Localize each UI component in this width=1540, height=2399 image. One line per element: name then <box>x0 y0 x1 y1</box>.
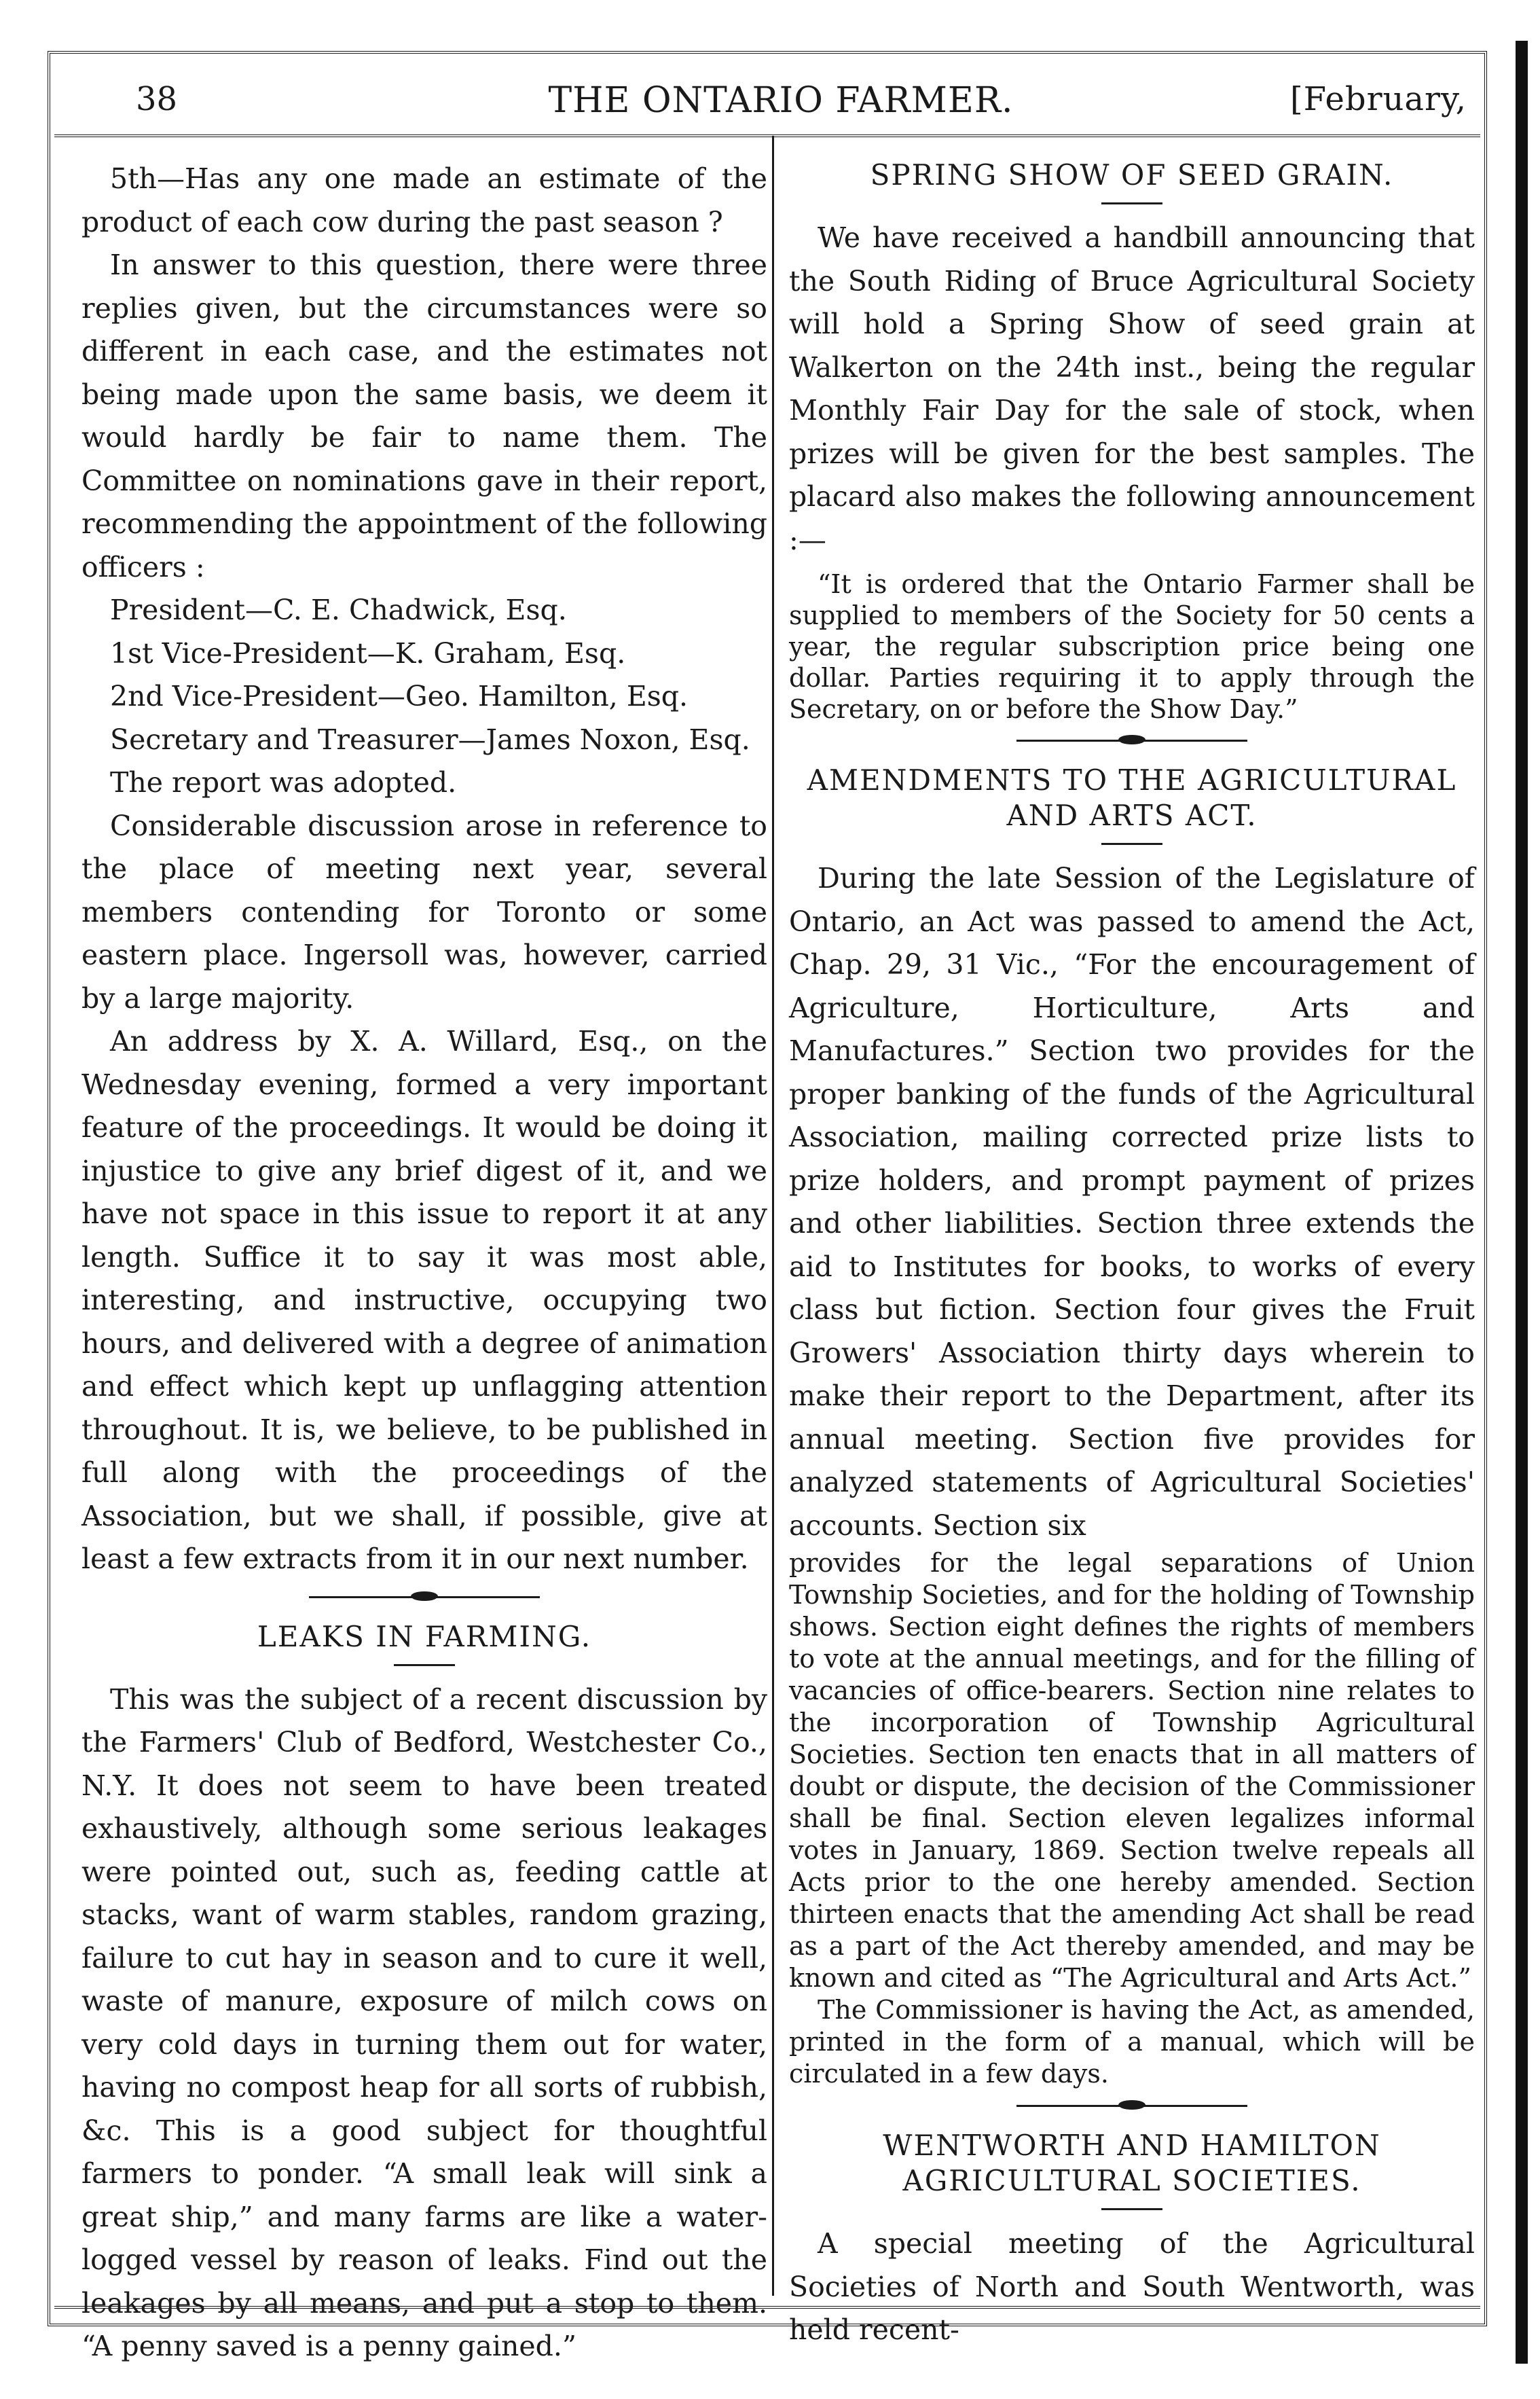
section-heading: SPRING SHOW OF SEED GRAIN. <box>870 158 1394 192</box>
officer-line: President—C. E. Chadwick, Esq. <box>110 594 567 626</box>
column-divider <box>772 136 774 2296</box>
section-heading: LEAKS IN FARMING. <box>257 1619 592 1653</box>
paragraph: provides for the legal separations of Union Township Societies, and for the holding of Township shows. Section eight defines the rights of members to vote at the annual meetings, and for the filling of vacancies of office-bearers. Section nine relates to the incorporation of Township Agricultural Societies. Section ten enacts that in all matters of doubt or dispute, the decision of the Commissioner shall be final. Section eleven legalizes informal votes in January, 1869. Section twelve repeals all Acts prior to the one hereby amended. Section thirteen enacts that the amending Act shall be read as a part of the Act thereby amended, and may be known and cited as “The Agricultural and Arts Act.” <box>789 1548 1475 1993</box>
heading-underline <box>1101 2208 1162 2210</box>
section-separator <box>1016 2094 1247 2117</box>
heading-underline <box>1101 202 1162 204</box>
paragraph: A special meeting of the Agricultural Societies of North and South Wentworth, was held recent- <box>789 2227 1475 2346</box>
paragraph: During the late Session of the Legislature of Ontario, an Act was passed to amend the Act, Chap. 29, 31 Vic., “For the encouragement of Agriculture, Horticulture, Arts and Manufactures.” Section two provides for the proper banking of the funds of the Agricultural Association, mailing corrected prize lists to prize holders, and prompt payment of prizes and other liabilities. Section three extends the aid to Institutes for books, to works of every class but fiction. Section four gives the Fruit Growers' Association thirty days wherein to make their report to the Department, after its annual meeting. Section five provides for analyzed statements of Agricultural Societies' accounts. Section six <box>789 862 1475 1542</box>
heading-underline <box>394 1664 455 1666</box>
paragraph: The Commissioner is having the Act, as amended, printed in the form of a manual, which will be circulated in a few days. <box>789 1995 1475 2089</box>
issue-month: [February, <box>1290 80 1467 118</box>
officer-line: The report was adopted. <box>110 766 457 799</box>
page-number: 38 <box>136 80 178 118</box>
paragraph: In answer to this question, there were three replies given, but the circumstances were so different in each case, and the estimates not being made upon the same basis, we deem it would hardly be fair to name them. The Committee on nominations gave in their report, recommending the appointment of the following officers : <box>81 249 767 583</box>
paragraph: We have received a handbill announcing that the South Riding of Bruce Agricultural Society will hold a Spring Show of seed grain at Walkerton on the 24th inst., being the regular Monthly Fair Day for the sale of stock, when prizes will be given for the best samples. The placard also makes the following announcement :— <box>789 221 1475 556</box>
section-heading: WENTWORTH AND HAMILTON AGRICULTURAL SOCIETIES. <box>883 2129 1381 2197</box>
officer-line: 2nd Vice-President—Geo. Hamilton, Esq. <box>110 680 689 713</box>
page-header <box>81 80 1480 134</box>
section-separator <box>1016 729 1247 752</box>
page-edge-bar <box>1516 41 1528 2364</box>
footer-rule <box>54 2306 1480 2309</box>
paragraph: An address by X. A. Willard, Esq., on the Wednesday evening, formed a very important feature of the proceedings. It would be doing it injustice to give any brief digest of it, and we have not space in this issue to report it at any length. Suffice it to say it was most able, interesting, and instructive, occupying two hours, and delivered with a degree of animation and effect which kept up unflagging attention throughout. It is, we believe, to be published in full along with the proceedings of the Association, but we shall, if possible, give at least a few extracts from it in our next number. <box>81 1025 767 1575</box>
quote-block: “It is ordered that the Ontario Farmer shall be supplied to members of the Society for 50 cents a year, the regular subscription price being one dollar. Parties requiring it to apply through the Secretary, on or before the Show Day.” <box>789 569 1475 724</box>
paragraph: This was the subject of a recent discussion by the Farmers' Club of Bedford, Westchester Co., N.Y. It does not seem to have been treated exhaustively, although some serious leakages were pointed out, such as, feeding cattle at stacks, want of warm stables, random grazing, failure to cut hay in season and to cure it well, waste of manure, exposure of milch cows on very cold days in turning them out for water, having no compost heap for all sorts of rubbish, &c. This is a good subject for thoughtful farmers to ponder. “A small leak will sink a great ship,” and many farms are like a water-logged vessel by reason of leaks. Find out the leakages by all means, and put a stop to them. “A penny saved is a penny gained.” <box>81 1682 767 2362</box>
heading-underline <box>1101 843 1162 845</box>
right-column <box>789 158 1475 2352</box>
left-column <box>81 158 767 2368</box>
paragraph: Considerable discussion arose in reference to the place of meeting next year, several members contending for Toronto or some eastern place. Ingersoll was, however, carried by a large majority. <box>81 809 767 1015</box>
officer-line: Secretary and Treasurer—James Noxon, Esq. <box>110 723 750 756</box>
section-heading: AMENDMENTS TO THE AGRICULTURAL AND ARTS ACT. <box>807 763 1457 832</box>
paragraph: 5th—Has any one made an estimate of the product of each cow during the past season ? <box>81 162 767 238</box>
header-rule <box>54 134 1480 137</box>
page-title: THE ONTARIO FARMER. <box>548 80 1014 121</box>
section-separator <box>309 1585 540 1608</box>
officer-line: 1st Vice-President—K. Graham, Esq. <box>110 636 626 670</box>
